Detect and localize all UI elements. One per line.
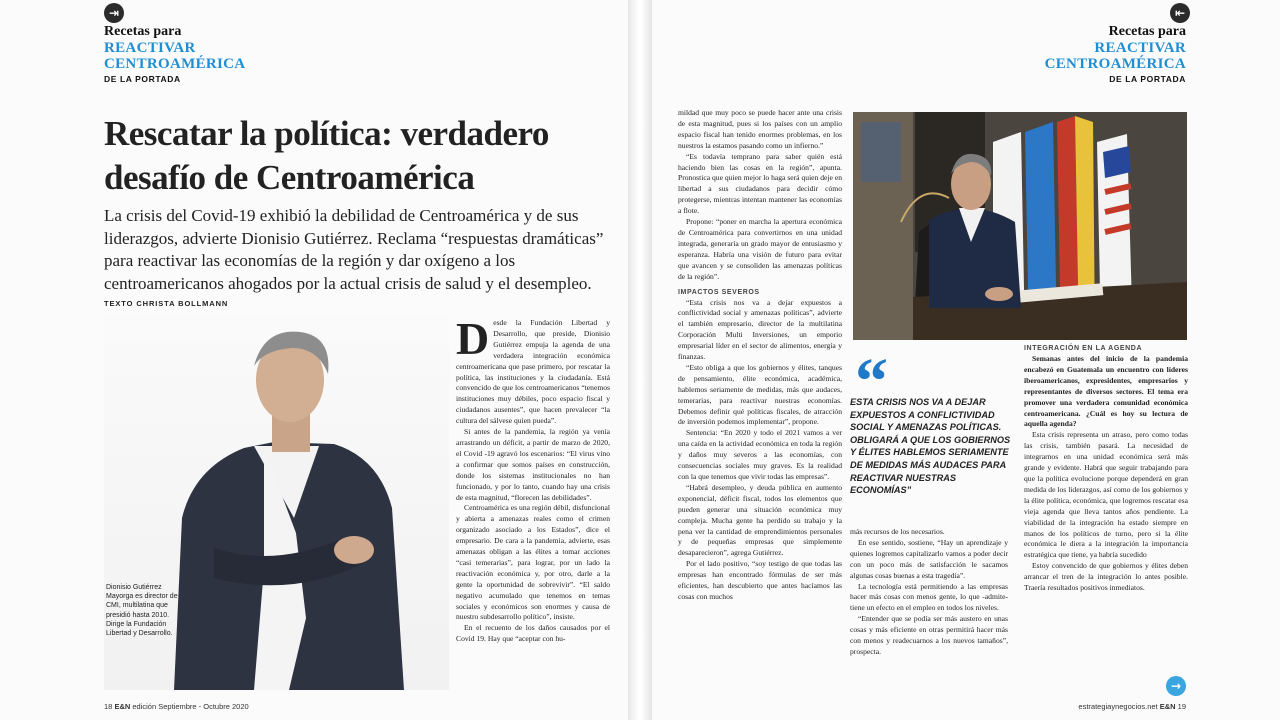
col3-paragraph-2: En ese sentido, sostiene, “Hay un aprendizaje y quienes logremos capitalizarlo vamos a poder decir con un poco más de satisfacción le sacamos algunas cosas buenas a esta tragedia”. [850,537,1008,580]
col2-paragraph-3: Propone: “poner en marcha la apertura económica de Centroamérica para convertirnos en una unidad integrada, generaría un grado mayor de entusiasmo y esperanza. Habría una visión de futuro para evitar que avancen y se consoliden las amenazas políticas de la región”. [678,217,842,281]
page-gutter [628,0,652,720]
article-column-2 [678,108,842,603]
section-header [104,24,245,84]
drop-cap: D [456,313,490,364]
right-folio [1078,702,1186,711]
arrow-right-icon: ⇥ [108,6,120,20]
quote-mark-icon: “ [855,345,888,418]
article-headline [104,112,614,200]
section-line1-right: Recetas para [1108,24,1186,39]
brand-left: E&N [114,702,131,711]
col3-paragraph-3: La tecnología está permitiendo a las empresas hacer más cosas con menos gente, lo que -admite- tiene un efecto en el empleo en todos los niveles. [850,581,1008,613]
col2-paragraph-4: “Esta crisis nos va a dejar expuestos a conflictividad social y amenazas políticas”, advierte el también empresario, director de la multilatina Corporación Multi Inversiones, un emporio empresarial líder en el sector de alimentos, energía y finanzas. [678,297,842,362]
section-line2b: CENTROAMÉRICA [104,56,246,72]
article-column-1 [456,313,610,645]
section-line2a-right: REACTIVAR [1094,40,1186,56]
section-line3-right: DE LA PORTADA [1109,74,1186,84]
pull-quote: ESTA CRISIS NOS VA A DEJAR EXPUESTOS A CONFLICTIVIDAD SOCIAL Y AMENAZAS POLÍTICAS. OBLIGARÁ A QUE LOS GOBIERNOS Y ÉLITES HABLEMOS SERIAMENTE DE MEDIDAS MÁS AUDACES PARA REACTIVAR NUESTRAS ECONOMÍAS” [850,397,1011,496]
office-illustration [853,112,1187,340]
page-number-right: 19 [1177,702,1186,711]
col1-paragraph-1: esde la Fundación Libertad y Desarrollo, que preside, Dionisio Gutiérrez empuja la agenda de una verdadera integración económica centroamericana que pase primero, por rescatar la política, las instituciones y la ciudadanía. Está convencido de que los centroamericanos “tenemos instituciones muy débiles, poco espacio fiscal y ciudadanos ausentes”, que hacen prevalecer “la cultura del sálvese quien pueda”. [456,318,610,426]
col2-paragraph-1: mildad que muy poco se puede hacer ante una crisis de esta magnitud, pues si los países con un amplio espacio fiscal han tenido enormes problemas, en los nuestros la estamos pasando como un infierno.” [678,108,842,150]
left-folio [104,702,249,711]
brand-right: E&N [1159,702,1176,711]
col2-paragraph-8: Por el lado positivo, “soy testigo de que todas las empresas han encontrado fórmulas de ser más eficientes, han descubierto que antes hacíamos las cosas con muchos [678,559,842,601]
photo-caption: Dionisio Gutiérrez Mayorga es director de CMI, multilatina que presidió hasta 2010. Dirige la Fundación Libertad y Desarrollo. [106,584,178,638]
subhead-impactos: IMPACTOS SEVEROS [678,288,760,296]
section-line2a: REACTIVAR [104,40,196,56]
col4-paragraph-2: Esta crisis representa un atraso, pero como todas las crisis, también pasará. La necesidad de integrarnos en una unidad económica será más grande y evidente. Habrá que seguir trabajando para que la política evolucione porque dependerá en gran medida de los liderazgos, así como de los gobiernos y la élite política, económica, que logremos rescatar esa vieja agenda que lleva tantos años pendiente. La viabilidad de la integración ha estado siempre en manos de los políticos de turno, pero si la élite económica le diera a la integración la importancia estratégica que tiene, ya habría sucedido [1024,430,1188,560]
office-photo [853,112,1187,340]
col1-paragraph-2: Si antes de la pandemia, la región ya venía arrastrando un déficit, a partir de marzo de 2020, el Covid -19 agravó los escenarios: “El virus vino a confirmar que somos países en construcción, donde los sistemas institucionales no han funcionado, y por lo tanto, cuando hay una crisis de esta magnitud, “florecen las debilidades”. [456,427,610,502]
headline-line1: Rescatar la política: verdadero [104,114,549,153]
continue-reading-button[interactable] [1166,676,1186,696]
interview-question: Semanas antes del inicio de la pandemia encabezó en Guatemala un encuentro con líderes iberoamericanos, expresidentes, empresarios y representantes de diversos sectores. El tema era promover una verdadera comunidad económica centroamericana. ¿Cuál es hoy su lectura de aquella agenda? [1024,354,1188,429]
col3-paragraph-1: más recursos de los necesarios. [850,527,945,536]
page-number-left: 18 [104,702,113,711]
arrow-right-icon: → [1170,679,1182,693]
col2-paragraph-6: Sentencia: “En 2020 y todo el 2021 vamos a ver una caída en la actividad económica en toda la región y daños muy severos a las economías, con consecuencias sociales muy graves. Es la realidad con la que tenemos que vivir todas las empresas”. [678,428,842,481]
col2-paragraph-5: “Esto obliga a que los gobiernos y élites, tanques de pensamiento, élite económica, académica, hablemos seriamente de medidas, más que audaces, temerarias, para reactivar nuestras economías. Debemos definir qué políticas fiscales, de atracción de inversión podemos implementar”, propone. [678,362,842,427]
byline: TEXTO CHRISTA BOLLMANN [104,299,229,308]
section-header-right [1045,24,1186,84]
edition-label: edición Septiembre - Octubre 2020 [132,702,249,711]
next-page-button[interactable] [104,3,124,23]
col2-paragraph-7: “Habrá desempleo, y deuda pública en aumento exponencial, déficit fiscal, todos los elementos que pueden generar una situación económica muy compleja. Mucha gente ha perdido su trabajo y la pena ver la cantidad de emprendimientos personales y de pequeñas empresas que simplemente desaparecieron”, agrega Gutiérrez. [678,482,842,558]
headline-line2: desafío de Centroamérica [104,158,475,197]
section-line3: DE LA PORTADA [104,74,181,84]
subhead-integracion: INTEGRACIÓN EN LA AGENDA [1024,345,1143,352]
col1-paragraph-4: En el recuento de los daños causados por el Covid 19. Hay que “aceptar con hu- [456,623,610,644]
col4-paragraph-3: Estoy convencido de que gobiernos y élites deben arrancar el tren de la integración lo antes posible. Traería resultados positivos inmediatos. [1024,561,1188,593]
arrow-left-icon: ⇤ [1174,6,1186,20]
col2-paragraph-2: “Es todavía temprano para saber quién está haciendo bien las cosas en la región”, apunta. Pronostica que quien mejor lo haga será quien deje en libertad a sus ciudadanos para decidir cómo protegerse, mientras intentan mantener las economías a flote. [678,151,842,216]
section-line2b-right: CENTROAMÉRICA [1044,56,1186,72]
right-page [652,0,1280,720]
left-page [0,0,628,720]
section-line1: Recetas para [104,24,182,39]
article-column-3 [850,527,1008,658]
col3-paragraph-4: “Entender que se podía ser más austero en unas cosas y más eficiente en otras permitirá hacer más con menos y readecuarnos a los nuevos tamaños”, prospecta. [850,614,1008,656]
article-deck: La crisis del Covid-19 exhibió la debilidad de Centroamérica y de sus liderazgos, advierte Dionisio Gutiérrez. Reclama “respuestas dramáticas” para reactivar las economías de la región y dar oxígeno a los centroamericanos ahogados por la actual crisis de salud y el desempleo. [104,206,604,293]
previous-page-button[interactable] [1170,3,1190,23]
article-column-4 [1024,345,1188,594]
col1-paragraph-3: Centroamérica es una región débil, disfuncional y abierta a amenazas reales como el crimen organizado asociado a los Estados”, dice el empresario. De cara a la pandemia, advierte, esas amenazas obligan a las élites a tomar acciones “casi temerarias”, para lograr, por un lado la reactivación económica y, por otro, darle a la gente la oportunidad de sobrevivir”. “El saldo negativo acumulado que tenemos en temas sociales y económicos son enormes y causa de nuestro subdesarrollo político”, insiste. [456,503,610,622]
site-url: estrategiaynegocios.net [1078,702,1158,711]
